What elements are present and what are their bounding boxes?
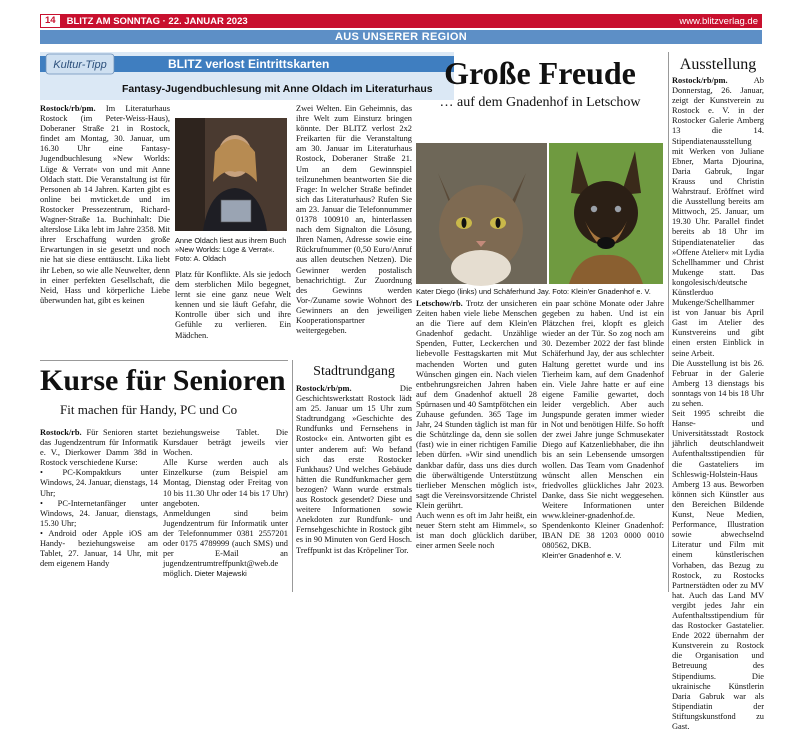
paper-title: BLITZ AM SONNTAG · 22. JANUAR 2023 — [66, 15, 248, 27]
animals-photo-credit: Foto: Klein'er Gnadenhof e. V. — [552, 287, 651, 296]
senioren-title: Kurse für Senioren — [40, 364, 286, 397]
kultur-tipp-logo — [46, 52, 114, 76]
tip-subtitle: Fantasy-Jugendbuchlesung mit Anne Oldach im Literaturhaus — [122, 83, 433, 95]
senioren-credit: Dieter Majewski — [194, 569, 247, 579]
stadtrundgang-lead: Rostock/rb/pm. — [296, 384, 352, 393]
tip-logo-text: Kultur-Tipp — [53, 59, 107, 71]
animals-photo-caption — [416, 287, 666, 296]
tip-title: BLITZ verlost Eintrittskarten — [168, 57, 330, 71]
stadtrundgang-rule — [292, 360, 293, 592]
dog-drawing — [549, 143, 663, 284]
cat-photo — [416, 143, 547, 284]
freude-subtitle: … auf dem Gnadenhof in Letschow — [439, 95, 641, 110]
senioren-lead: Rostock/rb. — [40, 428, 82, 437]
stadtrundgang-column — [296, 384, 412, 592]
tip-column-3 — [296, 104, 412, 356]
website-link[interactable]: www.blitzverlag.de — [679, 15, 758, 27]
senioren-column-2 — [163, 428, 288, 592]
stadtrundgang-text: Die Geschichtswerkstatt Rostock lädt am 25. Januar um 15 Uhr zum Stadtrundgang »Geschichte des Rundfunks und Fernsehens in Rostock« ein. Antworten gibt es unter anderem auf: Wo befand sich das erste Rostocker Funkhaus? Und welches Gebäude hätten die Rundfunkmacher gern bezogen? Wann wurde erstmals aus Rostock gesendet? Diese und weitere Informationen sowie Anekdoten zur Rundfunk- und Fernsehgeschichte in Rostock gibt es in 90 Minuten von Gerd Hosch. Treffpunkt ist das Kröpeliner Tor. — [296, 384, 412, 555]
freude-text-1: Trotz der unsicheren Zeiten haben viele liebe Menschen an die Tiere auf dem Klein'en Gnadenhof gedacht. Unzählige Spenden, Futter, Leckerchen und liebevolle Festtagskarten mit Mut machenden Worten und guten Wünschen gingen ein. Nach vielen entbehrungsreichen Jahren haben auf dem Gnadenhof aktuell 28 Spürnasen und 40 Samtpfötchen ein Zuhause gefunden. 365 Tage im Jahr, 24 Stunden täglich ist man für die Schützlinge da, denn sie sollen (fast) wie in einer richtigen Familie leben dürfen. »Wir sind unendlich dankbar dafür, dass uns dies durch die überwältigende Unterstützung tierlieber Menschen möglich ist«, sagt die Vereinsvorsitzende Christel Klein gerührt. Auch wenn es oft im Jahr heißt, ein neuer Stern steht am Himmel«, so ist man doch glücklich darüber, einer armen Seele noch — [416, 299, 537, 551]
freude-lead: Letschow/rb. — [416, 299, 463, 308]
senioren-text-2: beziehungsweise Tablet. Die Kursdauer beträgt jeweils vier Wochen. Alle Kurse werden auch als Einzelkurse (zum Beispiel am Montag, Dienstag oder Freitag von 10 bis 11.30 Uhr oder 14 bis 17 Uhr) angeboten. Anmeldungen sind beim Jugendzentrum für Informatik unter der Telefonnummer 0381 2557201 oder 0175 4789999 (auch SMS) und per E-Mail an jugendzentrumtreffpunkt@web.de möglich. — [163, 428, 288, 579]
photo-caption-text: Anne Oldach liest aus ihrem Buch »New Worlds: Lüge & Verrat«. — [175, 236, 287, 254]
author-photo-drawing — [175, 118, 287, 231]
ausstellung-column — [672, 76, 764, 731]
tip-text-3: Zwei Welten. Ein Geheimnis, das ihre Welt zum Einsturz bringen könnte. Der BLITZ verlost 2x2 Freikarten für die Veranstaltung am 30. Januar im Literaturhaus Rostock, Doberaner Straße 21. Um an dem Gewinnspiel teilzunehmen beantworten Sie die Frage: In welcher Straße befindet sich das Literaturhaus? Rufen Sie am 23. Januar die Telefonnummer 01378 100910 an, hinterlassen nach dem Signalton die Lösung, Ihren Namen, Adresse sowie eine Rückrufnummer (0,50 Euro/Anruf aus allen deutschen Netzen). Die Gewinner werden postalisch benachrichtigt. Zur Zuordnung des Gewinns werden Vor-/Zuname sowie Wohnort des Gewinners an den jeweiligen Kooperationspartner weitergegeben. — [296, 104, 412, 336]
freude-title: Große Freude — [444, 55, 636, 91]
freude-text-2: ein paar schöne Monate oder Jahre gegeben zu haben. Und ist ein Plätzchen frei, klopft es gleich wieder an der Tür. So zog noch am 30. Dezember 2022 der fast blinde Schäferhund Jay, der aus schlechter Haltung gerettet wurde und ins Tierheim kam, auf dem Gnadenhof ein. Viele Jahre hatte er auf eine eigene Familie gewartet, doch leider vergeblich. Aber auch Jungspunde geraten immer wieder in Not und benötigen Hilfe. So hofft der zwei Jahre junge Schmusekater Diego auf Katzenliebhaber, die ihn bis an sein Lebensende umsorgen wollen. Das Team vom Gnadenhof wünscht allen Menschen ein friedvolles glückliches Jahr 2023. Danke, dass Sie nicht weggesehen. Weitere Informationen unter www.kleiner-gnadenhof.de. Spendenkonto Kleiner Gnadenhof: IBAN DE 38 1203 0000 0010 080562, DKB. — [542, 299, 664, 551]
tip-lead: Rostock/rb/pm. — [40, 104, 96, 113]
tip-text-1: Im Literaturhaus Rostock (im Peter-Weiss-Haus), Doberaner Straße 21 in Rostock, findet am Montag, 30. Januar, um 16.30 Uhr eine Fantasy-Jugendbuchlesung »New Worlds: Lüge & Verrat« von und mit Anne Oldach statt. Die Veranstaltung ist für Personen ab 14 Jahren. Karten gibt es online bei mvticket.de und im Rostocker Pressezentrum, Richard-Wagner-Straße 1a. Buchinhalt: Die alterslose Lika lebt im Jahre 2358. Mit ihrer Erschaffung wurden große Erwartungen in sie gesetzt und noch nie hat sie diese enttäuscht. Lika liebt ihr Leben, so wie alle Neuwelter, denn in einer perfekten Gesellschaft, die Neid, Hass und körperliche Liebe überwunden hat, gibt es keinen — [40, 104, 170, 305]
tip-column-1 — [40, 104, 170, 356]
author-photo-caption — [175, 236, 291, 263]
senioren-subtitle: Fit machen für Handy, PC und Co — [60, 402, 238, 417]
freude-column-2 — [542, 299, 664, 585]
senioren-text-1: Für Senioren startet das Jugendzentrum für Informatik e. V., Dierkower Damm 38d in Rostock verschiedene Kurse: • PC-Kompaktkurs unter Windows, 24. Januar, dienstags, 14 Uhr; • PC-Internetanfänger unter Windows, 24. Januar, dienstags, 15.30 Uhr; • Android oder Apple iOS am Handy- beziehungsweise am Tablet, 27. Januar, 14 Uhr, mit dem eigenem Handy — [40, 428, 158, 569]
author-photo — [175, 118, 287, 231]
dog-photo — [549, 143, 663, 284]
page-number: 14 — [40, 14, 61, 28]
tip-text-2: Platz für Konflikte. Als sie jedoch dem sterblichen Milo begegnet, lernt sie eine ganz neue Welt kennen und sie läuft Gefahr, die Kontrolle über sich und ihre Gefühle zu verlieren. Ein Mädchen. — [175, 270, 291, 340]
column-rule — [668, 52, 669, 592]
kultur-tipp-box — [40, 52, 454, 100]
ausstellung-title: Ausstellung — [679, 56, 757, 73]
senioren-column-1 — [40, 428, 158, 592]
cat-drawing — [416, 143, 547, 284]
top-bar — [40, 14, 762, 28]
freude-column-1 — [416, 299, 537, 585]
senioren-rule — [40, 360, 288, 361]
stadtrundgang-title: Stadtrundgang — [313, 364, 395, 379]
ausstellung-lead: Rostock/rb/pm. — [672, 76, 728, 85]
ausstellung-text: Ab Donnerstag, 26. Januar, zeigt der Kunstverein zu Rostock e. V. in der Rostocker Galerie Amberg 13 die 14. Stipendiatenausstellung mit Werken von Juliane Ebner, Marta Djourina, Daria Gabruk, Ingar Krauss und Christin Wahrstrauf. Eröffnet wird die Ausstellung bereits am Mittwoch, 25. Januar, um 19.30 Uhr. Parallel findet bereits ab 18 Uhr im Stipendiatenatelier das »Offene Atelier« mit Lydia Schellhammer und Christ Mukenge statt. Das kongolesisch/deutsche Künstlerduo Mukenge/Schellhammer ist von Januar bis April Gast im Atelier des Kunstvereins und gibt einen ersten Einblick in seine Arbeit. Die Ausstellung ist bis 26. Februar in der Galerie Amberg 13 dienstags bis sonntags von 14 bis 18 Uhr zu sehen. Seit 1995 schreibt die Hanse- und Universitätsstadt Rostock jährlich deutschlandweit Aufenthaltsstipendien für die Gastateliers im Schleswig-Holstein-Haus Amberg 13 aus. Beworben können sich Künstler aus den Bereichen Bildende Kunst, Neue Medien, Performance, Illustration sowie abwechselnd Literatur und Film mit einem künstlerischen Vorhaben, das Bezug zu Rostock, zu Rostocks Partnerstädten oder zu MV hat. Auch das Land MV vergibt jedes Jahr ein Aufenthaltsstipendium für das Rostocker Gastatelier. Ende 2022 übernahm der Kunstverein zu Rostock die Organisation und Betreuung des Stipendiums. Die ukrainische Künstlerin Daria Gabruk war als Stipendiatin der Stiftungskunstfond zu Gast. — [672, 76, 764, 731]
photo-credit: Foto: A. Oldach — [175, 254, 226, 263]
freude-credit: Klein'er Gnadenhof e. V. — [542, 551, 622, 561]
tip-column-2 — [175, 270, 291, 356]
section-banner: AUS UNSERER REGION — [40, 30, 762, 44]
animals-caption-text: Kater Diego (links) und Schäferhund Jay. — [416, 287, 551, 296]
